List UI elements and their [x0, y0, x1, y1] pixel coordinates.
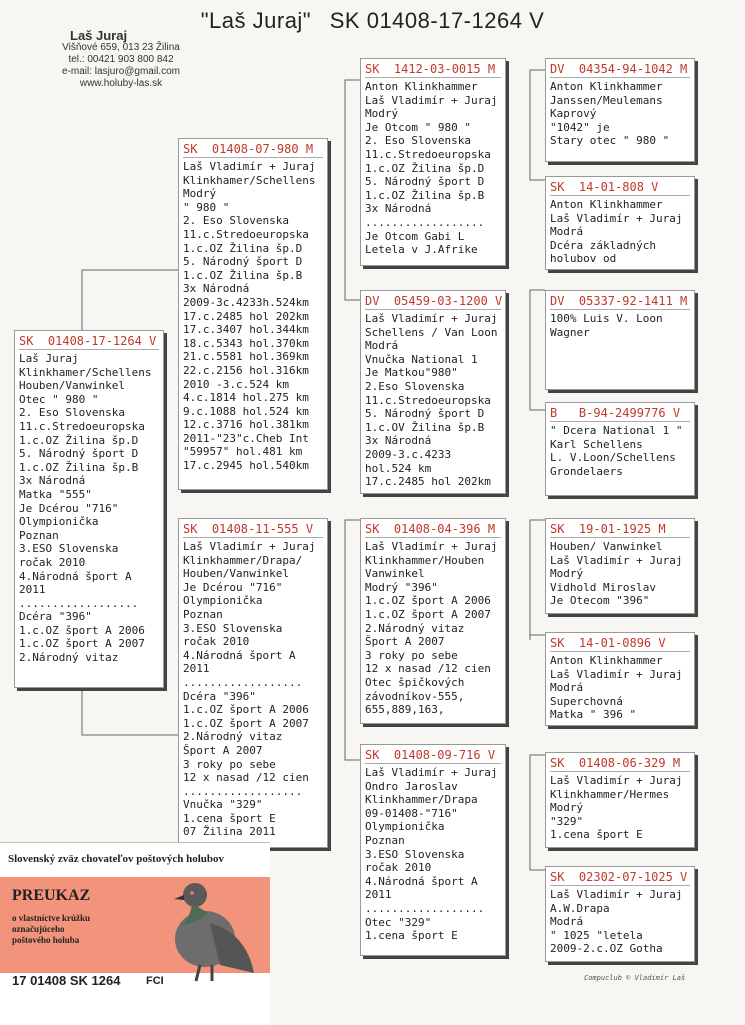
pedigree-line: 2011-"23"c.Cheb Int [183, 431, 309, 445]
pedigree-box-mother [178, 518, 328, 848]
pedigree-line: Je Dcérou "716" [19, 501, 119, 515]
pedigree-line: Poznan [365, 833, 405, 847]
pedigree-line: Klinkhamer/Schellens [183, 173, 316, 187]
pedigree-line: 2.Národný vitaz [183, 730, 283, 744]
ring-number: SK 01408-04-396 M [365, 522, 501, 538]
ring-number: DV 05459-03-1200 V [365, 294, 503, 308]
pedigree-line: Anton Klinkhammer [550, 80, 663, 93]
pedigree-line: Superchovná [550, 694, 623, 708]
owner-name: Laš Juraj [70, 28, 128, 43]
pedigree-line: Laš Vladimír + Juraj [183, 160, 316, 173]
pedigree-line: 2.Národný vitaz [19, 651, 119, 665]
owner-email: e-mail: lasjuro@gmail.com [62, 66, 180, 77]
pedigree-line: ročak 2010 [19, 555, 86, 569]
pedigree-line: Houben/Vanwinkel [19, 379, 125, 393]
pedigree-line: Šport A 2007 [365, 635, 445, 649]
pedigree-line: Houben/Vanwinkel [183, 567, 289, 581]
pedigree-line: 1.c.OZ šport A 2007 [19, 637, 145, 651]
pedigree-line: 2011 [183, 662, 210, 676]
ring-number: DV 04354-94-1042 M [550, 62, 690, 78]
title-name: "Laš Juraj" [200, 8, 312, 33]
pedigree-line: 07 Žilina 2011 [183, 825, 276, 839]
title-code: SK 01408-17-1264 V [329, 8, 545, 33]
pedigree-line: .................. [365, 901, 485, 915]
pedigree-line: ročak 2010 [365, 861, 432, 875]
ring-number: SK 14-01-0896 V [550, 636, 690, 652]
pedigree-line: Poznan [183, 607, 223, 621]
pedigree-line: 2.Národný vitaz [365, 621, 465, 635]
pedigree-line: Laš Vladimír + Juraj [365, 766, 498, 779]
pedigree-line: Klinkhammer/Drapa/ [183, 553, 303, 567]
pedigree-box-ggp-4 [545, 402, 695, 496]
pedigree-line: Grondelaers [550, 464, 623, 478]
pedigree-line: 1.c.OZ Žilina šp.B [365, 188, 485, 202]
pedigree-box-maternal-grandfather [360, 518, 506, 724]
pedigree-line: 100% Luis V. Loon [550, 312, 663, 325]
pedigree-line: " 1025 "letela [550, 928, 643, 942]
pedigree-box-maternal-grandmother [360, 744, 506, 956]
pedigree-line: závodníkov-555, [365, 689, 465, 703]
pedigree-line: 9.c.1088 hol.524 km [183, 404, 309, 418]
pedigree-line: Matka "555" [19, 487, 92, 501]
pedigree-line: Matka " 396 " [550, 708, 637, 722]
pedigree-line: Je Matkou"980" [365, 366, 458, 380]
ring-number: SK 01408-09-716 V [365, 748, 501, 764]
pedigree-line: 2009-3c.4233h.524km [183, 295, 309, 309]
pedigree-box-ggp-8 [545, 866, 695, 962]
pedigree-line: 12 x nasad /12 cien [183, 771, 309, 785]
ring-number: SK 01408-06-329 M [550, 756, 690, 772]
pedigree-line: 5. Národný šport D [183, 255, 303, 269]
connector-line [530, 755, 545, 870]
card-subtitle-line: označujúceho [12, 924, 65, 934]
pedigree-line: A.W.Drapa [550, 901, 610, 915]
ring-number: SK 02302-07-1025 V [550, 870, 690, 886]
pedigree-line: 2009-3.c.4233 [365, 447, 452, 461]
pedigree-line: L. V.Loon/Schellens [550, 451, 676, 465]
pedigree-line: Laš Vladimír + Juraj [550, 774, 683, 787]
pedigree-line: 3 roky po sebe [183, 757, 276, 771]
pedigree-line: Modrý "396" [365, 580, 438, 594]
pedigree-line: 18.c.5343 hol.370km [183, 336, 309, 350]
pedigree-line: Laš Vladimír + Juraj [365, 93, 498, 107]
connector-line [82, 270, 180, 330]
pedigree-line: Modrá [550, 915, 584, 929]
pedigree-line: Laš Vladimír + Juraj [550, 667, 683, 681]
pedigree-line: Je Otecom "396" [550, 594, 650, 608]
pedigree-line: Vnučka "329" [183, 798, 263, 812]
pedigree-box-ggp-1 [545, 58, 695, 162]
pedigree-line: 3x Národná [365, 202, 432, 216]
pedigree-box-subject [14, 330, 164, 688]
pedigree-line: 3x Národná [365, 434, 432, 448]
ring-number: B B-94-2499776 V [550, 406, 690, 422]
pedigree-line: "329" [550, 814, 584, 828]
pedigree-line: 1.c.OZ šport A 2006 [19, 623, 145, 637]
pedigree-line: 1.cena šport E [183, 811, 276, 825]
pedigree-line: Laš Juraj [19, 352, 79, 365]
pedigree-line: Modrá [550, 681, 584, 695]
pedigree-line: Klinkhammer/Hermes [550, 787, 670, 801]
card-subtitle-line: o vlastníctve krúžku [12, 913, 91, 923]
pedigree-line: 12.c.3716 hol.381km [183, 418, 309, 432]
connector-line [82, 688, 180, 735]
pedigree-box-paternal-grandfather [360, 58, 506, 266]
pedigree-line: Klinkhammer/Drapa [365, 793, 478, 807]
pedigree-line: Laš Vladimír + Juraj [365, 312, 498, 325]
pedigree-line: "59957" hol.481 km [183, 445, 303, 459]
pedigree-line: 2011 [365, 888, 392, 902]
pedigree-line: Janssen/Meulemans [550, 93, 663, 107]
pedigree-line: 11.c.Stredoeuropska [365, 393, 491, 407]
pedigree-line: .................. [19, 596, 139, 610]
pedigree-line: Olympionička [365, 820, 445, 834]
pedigree-line: ročak 2010 [183, 635, 250, 649]
pigeon-icon [150, 873, 260, 983]
card-title: PREUKAZ [12, 887, 91, 904]
pedigree-line: 1.cena šport E [365, 929, 458, 943]
ownership-card [0, 842, 270, 1025]
pedigree-line: 5. Národný šport D [365, 175, 485, 189]
pedigree-line: Modrý [550, 567, 584, 581]
connector-line [530, 70, 545, 180]
pedigree-line: Je Dcérou "716" [183, 580, 283, 594]
card-subtitle [12, 913, 90, 946]
pedigree-line: Poznan [19, 528, 59, 542]
pedigree-line: Wagner [550, 325, 590, 339]
pedigree-line: 1.c.OZ Žilina šp.D [183, 241, 303, 255]
connector-line [345, 520, 360, 760]
pedigree-line: 5. Národný šport D [365, 407, 485, 421]
pedigree-line: 2010 -3.c.524 km [183, 377, 289, 391]
pedigree-line: Laš Vladimír + Juraj [183, 540, 316, 553]
pedigree-line: Laš Vladimír + Juraj [550, 888, 683, 901]
ring-number: SK 14-01-808 V [550, 180, 690, 196]
pedigree-line: Vidhold Miroslav [550, 580, 656, 594]
pedigree-line: 1.c.OZ šport A 2006 [365, 594, 491, 608]
pedigree-line: 4.c.1814 hol.275 km [183, 391, 309, 405]
pedigree-line: Karl Schellens [550, 437, 643, 451]
card-ring-number: 17 01408 SK 1264 [12, 973, 121, 988]
pedigree-line: Olympionička [183, 594, 263, 608]
pedigree-line: 11.c.Stredoeuropska [183, 227, 309, 241]
pedigree-line: 3x Národná [19, 474, 86, 488]
pedigree-line: 4.Národná šport A [19, 569, 132, 583]
pedigree-line: Otec "329" [365, 915, 432, 929]
pedigree-line: 1.c.OZ šport A 2006 [183, 703, 309, 717]
pedigree-line: Anton Klinkhammer [550, 654, 663, 667]
pedigree-box-ggp-5 [545, 518, 695, 614]
pedigree-box-ggp-7 [545, 752, 695, 848]
pedigree-line: Otec " 980 " [19, 392, 99, 406]
pedigree-box-ggp-2 [545, 176, 695, 270]
ring-number: SK 01408-11-555 V [183, 522, 323, 538]
ring-number: SK 19-01-1925 M [550, 522, 690, 538]
pedigree-line: Je Otcom " 980 " [365, 120, 471, 134]
pedigree-line: Modrý [183, 187, 217, 201]
pedigree-line: 1.c.OZ Žilina šp.D [19, 433, 139, 447]
pedigree-line: Klinkhammer/Houben [365, 553, 485, 567]
owner-tel: tel.: 00421 903 800 842 [68, 54, 174, 65]
pedigree-line: Laš Vladimír + Juraj [365, 540, 498, 553]
owner-address: Višňové 659, 013 23 Žilina [62, 42, 180, 53]
pedigree-line: 2. Eso Slovenska [365, 134, 471, 148]
ring-number: SK 01408-17-1264 V [19, 334, 159, 350]
pedigree-line: 3.ESO Slovenska [19, 542, 119, 556]
pedigree-line: Anton Klinkhammer [365, 80, 478, 93]
pedigree-line: 3x Národná [183, 282, 250, 296]
pedigree-box-father [178, 138, 328, 490]
owner-web: www.holuby-las.sk [79, 78, 163, 89]
pedigree-line: 21.c.5581 hol.369km [183, 350, 309, 364]
pedigree-line: Houben/ Vanwinkel [550, 540, 663, 553]
pedigree-line: Modrý [365, 107, 399, 121]
pedigree-line: .................. [365, 215, 485, 229]
pedigree-line: .................. [183, 675, 303, 689]
pedigree-line: 3.ESO Slovenska [365, 847, 465, 861]
pedigree-box-ggp-3 [545, 290, 695, 390]
pedigree-line: Vanwinkel [365, 567, 425, 581]
pedigree-line: Dcéra "396" [183, 689, 256, 703]
pedigree-line: Modrá [365, 339, 399, 353]
pedigree-line: Letela v J.Afrike [365, 243, 478, 257]
pedigree-line: 2.Eso Slovenska [365, 379, 465, 393]
pedigree-line: Dcéra základných [550, 238, 656, 252]
pedigree-line: 12 x nasad /12 cien [365, 662, 491, 676]
ring-number: SK 1412-03-0015 M [365, 62, 501, 78]
pedigree-line: 11.c.Stredoeuropska [19, 419, 145, 433]
pedigree-line: Schellens / Van Loon [365, 325, 498, 339]
pedigree-line: 17.c.2485 hol 202km [183, 309, 309, 323]
pedigree-line: Ondro Jaroslav [365, 779, 458, 793]
pedigree-line: .................. [183, 784, 303, 798]
pedigree-line: 2009-2.c.OZ Gotha [550, 942, 663, 956]
pedigree-line: Laš Vladimír + Juraj [550, 553, 683, 567]
card-fci: FCI [146, 975, 164, 987]
pedigree-line: 1.c.OZ šport A 2007 [365, 607, 491, 621]
pedigree-line: Vnučka National 1 [365, 352, 478, 366]
pedigree-line: 11.c.Stredoeuropska [365, 147, 491, 161]
pedigree-line: 17.c.2485 hol 202km [365, 475, 491, 489]
pedigree-line: Šport A 2007 [183, 743, 263, 757]
ring-number: DV 05337-92-1411 M [550, 294, 690, 310]
pedigree-line: 17.c.2945 hol.540km [183, 459, 309, 473]
connector-line [530, 520, 545, 640]
pedigree-line: 22.c.2156 hol.316km [183, 363, 309, 377]
pedigree-line: hol.524 km [365, 461, 432, 475]
connector-line [345, 80, 360, 300]
pedigree-line: Kaprový [550, 107, 597, 121]
pedigree-line: 1.c.OZ Žilina šp.B [19, 460, 139, 474]
pedigree-line: 2. Eso Slovenska [183, 214, 289, 228]
pedigree-line: 1.c.OV Žilina šp.B [365, 420, 485, 434]
pedigree-line: 1.cena šport E [550, 828, 643, 842]
pedigree-line: 1.c.OZ šport A 2007 [183, 716, 309, 730]
software-credit: Compuclub © Vladimír Laš [584, 974, 686, 982]
pedigree-line: 17.c.3407 hol.344km [183, 323, 309, 337]
pedigree-line: 4.Národná šport A [365, 874, 478, 888]
pedigree-line: " 980 " [183, 200, 230, 214]
pedigree-box-ggp-6 [545, 632, 695, 726]
pedigree-line: 09-01408-"716" [365, 806, 458, 820]
pedigree-line: 2. Eso Slovenska [19, 406, 125, 420]
ring-number: SK 01408-07-980 M [183, 142, 323, 158]
pedigree-line: Anton Klinkhammer [550, 198, 663, 211]
card-subtitle-line: poštového holuba [12, 935, 80, 945]
pedigree-line: "1042" je [550, 120, 610, 134]
pedigree-line: 5. Národný šport D [19, 447, 139, 461]
pedigree-line: holubov od [550, 252, 617, 266]
pedigree-line: 655,889,163, [365, 703, 445, 717]
pedigree-line: 1.c.OZ Žilina šp.D [365, 161, 485, 175]
card-organization: Slovenský zväz chovateľov poštových holubov [8, 853, 225, 865]
pedigree-line: 4.Národná šport A [183, 648, 296, 662]
pedigree-line: Olympionička [19, 515, 99, 529]
pedigree-line: 3 roky po sebe [365, 648, 458, 662]
pedigree-line: 3.ESO Slovenska [183, 621, 283, 635]
pedigree-line: 1.c.OZ Žilina šp.B [183, 268, 303, 282]
pedigree-line: Modrá [550, 225, 584, 239]
pedigree-line: Klinkhamer/Schellens [19, 365, 152, 379]
pedigree-box-paternal-grandmother [360, 290, 506, 494]
pedigree-line: Je Otcom Gabi L [365, 229, 465, 243]
connector-line [530, 290, 545, 410]
pedigree-line: 2011 [19, 583, 46, 597]
pedigree-line: Laš Vladimír + Juraj [550, 211, 683, 225]
pedigree-line: Modrý [550, 801, 584, 815]
pedigree-line: Stary otec " 980 " [550, 134, 670, 148]
pedigree-line: Dcéra "396" [19, 610, 92, 624]
pedigree-line: Otec špičkových [365, 675, 465, 689]
pedigree-line: " Dcera National 1 " [550, 424, 683, 437]
